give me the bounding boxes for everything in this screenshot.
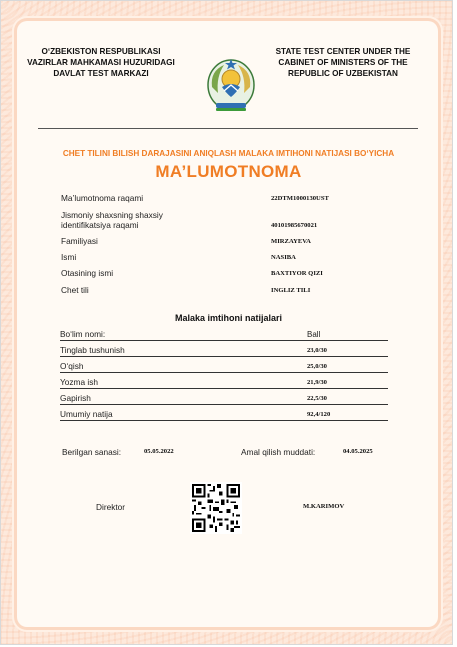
issued-date-label: Berilgan sanasi: — [62, 447, 122, 457]
qr-code-icon — [190, 482, 242, 534]
table-row — [60, 358, 388, 373]
valid-until-label: Amal qilish muddati: — [241, 447, 316, 457]
director-name: M.KARIMOV — [303, 503, 345, 510]
valid-until-value: 04.05.2025 — [343, 448, 373, 455]
results-row-name: Umumiy natija — [60, 409, 113, 419]
header-divider — [38, 128, 418, 129]
header-left-line: VAZIRLAR MAHKAMASI HUZURIDAGI — [27, 58, 175, 67]
field-label-first-name: Ismi — [61, 252, 77, 262]
header-right-line: CABINET OF MINISTERS OF THE — [278, 58, 408, 67]
results-row-score: 92,4/120 — [307, 411, 331, 418]
table-row — [60, 390, 388, 405]
document-title: MA’LUMOTNOMA — [155, 162, 302, 181]
field-value-first-name: NASIBA — [271, 254, 296, 261]
results-title: Malaka imtihoni natijalari — [174, 313, 283, 323]
table-row — [60, 342, 388, 357]
table-row — [60, 374, 388, 389]
field-value-personal-id: 40101985670021 — [271, 222, 318, 229]
results-row-score: 25,0/30 — [307, 363, 327, 370]
header-left-organization — [26, 46, 176, 79]
field-label-foreign-language: Chet tili — [61, 285, 89, 295]
field-label-patronymic: Otasining ismi — [61, 268, 114, 278]
results-header-row — [60, 326, 388, 341]
results-row-name: Gapirish — [60, 393, 91, 403]
results-row-name: Tinglab tushunish — [60, 345, 125, 355]
results-row-name: O‘qish — [60, 361, 84, 371]
header-left-line: O‘ZBEKISTON RESPUBLIKASI — [41, 47, 161, 56]
header-left-line: DAVLAT TEST MARKAZI — [53, 69, 149, 78]
field-label-personal-id: Jismoniy shaxsning shaxsiy identifikatsiya raqami — [61, 210, 163, 230]
header-right-line: REPUBLIC OF UZBEKISTAN — [288, 69, 398, 78]
field-value-surname: MIRZAYEVA — [271, 238, 311, 245]
field-label-surname: Familiyasi — [61, 236, 98, 246]
results-header-score: Ball — [307, 330, 321, 339]
field-value-certificate-number: 22DTM1000130UST — [271, 195, 329, 202]
header-right-organization — [268, 46, 418, 79]
field-label-certificate-number: Ma’lumotnoma raqami — [61, 193, 144, 203]
field-value-foreign-language: INGLIZ TILI — [271, 287, 311, 294]
results-row-score: 22,5/30 — [307, 395, 327, 402]
uzbekistan-emblem-icon — [206, 57, 256, 115]
document-subtitle: CHET TILINI BILISH DARAJASINI ANIQLASH MALAKA IMTIHONI NATIJASI BO‘YICHA — [62, 149, 395, 158]
field-value-patronymic: BAXTIYOR QIZI — [271, 270, 323, 277]
header-right-line: STATE TEST CENTER UNDER THE — [275, 47, 411, 56]
table-row — [60, 406, 388, 421]
issued-date-value: 05.05.2022 — [144, 448, 174, 455]
results-header-name: Bo‘lim nomi: — [60, 329, 106, 339]
results-row-score: 23,0/30 — [307, 347, 327, 354]
results-row-name: Yozma ish — [60, 377, 98, 387]
results-row-score: 21,9/30 — [307, 379, 327, 386]
director-label: Direktor — [96, 502, 126, 512]
